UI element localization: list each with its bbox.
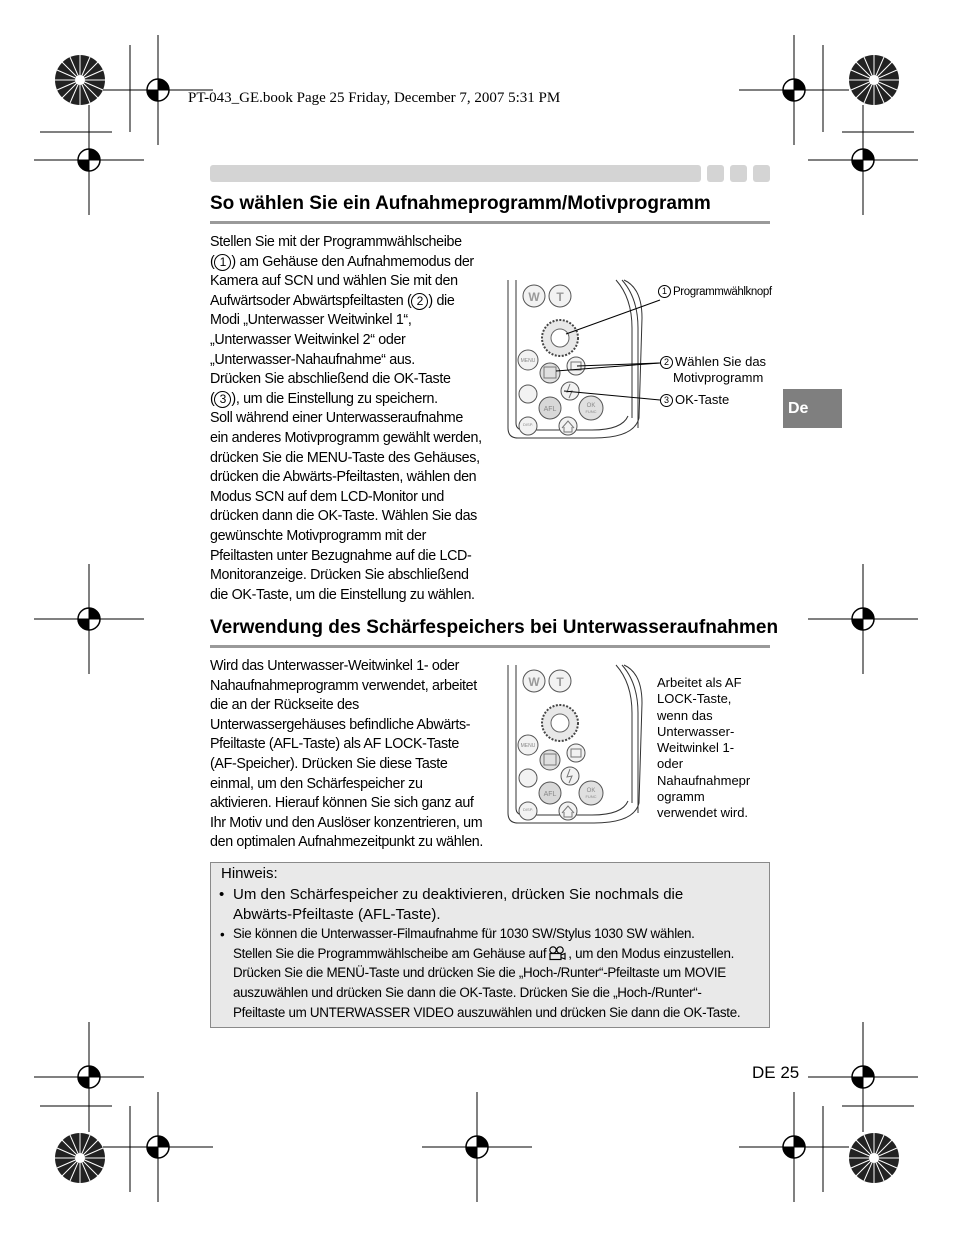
section2-title: Verwendung des Schärfespeichers bei Unterwasseraufnahmen bbox=[210, 617, 779, 638]
note-bullet-1: • bbox=[219, 886, 225, 903]
section1-title: So wählen Sie ein Aufnahmeprogramm/Motivprogramm bbox=[210, 193, 711, 214]
top-bar-square bbox=[753, 165, 770, 182]
svg-text:DISP.: DISP. bbox=[523, 807, 533, 812]
svg-text:DISP.: DISP. bbox=[523, 422, 533, 427]
section-top-bar bbox=[210, 165, 701, 182]
section2-rule bbox=[210, 645, 770, 648]
top-bar-square bbox=[730, 165, 747, 182]
note-box bbox=[210, 862, 770, 1028]
diagram1-label-arrows-2: Motivprogramm bbox=[673, 370, 764, 385]
svg-text:OK: OK bbox=[586, 403, 596, 409]
diagram2-side-note: Arbeitet als AF LOCK-Taste, wenn das Unterwasser- Weitwinkel 1- oder Nahaufnahmepr ogramm verwendet wird. bbox=[657, 675, 751, 821]
camera-back-diagram-2 bbox=[504, 663, 654, 833]
diagram1-label-ok: 3 OK-Taste bbox=[660, 392, 729, 408]
diagram1-label-dial: 1 Programmwählknopf bbox=[658, 284, 772, 300]
note-text-2: Sie können die Unterwasser-Filmaufnahme für 1030 SW/Stylus 1030 SW wählen. Stellen Sie die Programmwählscheibe am Gehäuse auf , um den Modus einzustellen. Drücken Sie die MENÜ-Taste und drücken Sie die „Hoch-/Runter“-Pfeiltaste um MOVIE auszuwählen und drücken Sie dann die OK-Taste. Drücken Sie die „Hoch-/Runter“- Pfeiltaste um UNTERWASSER VIDEO auszuwählen und drücken Sie dann die OK-Taste. bbox=[233, 926, 741, 1020]
svg-text:FUNC: FUNC bbox=[585, 794, 597, 799]
section1-rule bbox=[210, 221, 770, 224]
file-header-line: PT-043_GE.book Page 25 Friday, December 7, 2007 5:31 PM bbox=[188, 90, 561, 106]
svg-text:AFL: AFL bbox=[543, 791, 557, 798]
page-number: DE 25 bbox=[752, 1063, 800, 1082]
camera-back-diagram-1 bbox=[504, 278, 654, 448]
language-tab: De bbox=[783, 389, 842, 428]
svg-text:OK: OK bbox=[586, 788, 596, 794]
svg-text:T: T bbox=[556, 675, 564, 689]
svg-text:AFL: AFL bbox=[543, 406, 557, 413]
svg-text:FUNC: FUNC bbox=[585, 409, 597, 414]
svg-text:T: T bbox=[556, 290, 564, 304]
svg-text:MENU: MENU bbox=[520, 358, 536, 364]
note-bullet-2: • bbox=[220, 927, 225, 942]
note-text-1: Um den Schärfespeicher zu deaktivieren, drücken Sie nochmals die Abwärts-Pfeiltaste (AFL-Taste). bbox=[233, 886, 684, 923]
section1-body: Stellen Sie mit der Programmwählscheibe ( 1 ) am Gehäuse den Aufnahmemodus der Kamera auf SCN und wählen Sie mit den Aufwärtsoder Abwärtspfeiltasten ( 2 ) die Modi „Unterwasser Weitwinkel 1“, „Unterwasser Weitwinkel 2“ oder „Unterwasser-Nahaufnahme“ aus. Drücken Sie abschließend die OK-Taste ( 3 ), um die Einstellung zu speichern. Soll während einer Unterwasseraufnahme ein anderes Motivprogramm gewählt werden, drücken Sie die MENU-Taste des Gehäuses, drücken die Abwärts-Pfeiltasten, wählen den Modus SCN auf dem LCD-Monitor und drücken dann die OK-Taste. Wählen Sie das gewünschte Motivprogramm mit der Pfeiltasten unter Bezugnahme auf die LCD- Monitoranzeige. Drücken Sie abschließend die OK-Taste, um die Einstellung zu wählen. bbox=[210, 234, 482, 603]
section2-body: Wird das Unterwasser-Weitwinkel 1- oder Nahaufnahmeprogramm verwendet, arbeitet die an der Rückseite des Unterwassergehäuses befindliche Abwärts- Pfeiltaste (AFL-Taste) als AF LOCK-Taste (AF-Speicher). Drücken Sie diese Taste einmal, um den Schärfespeicher zu aktivieren. Hierauf können Sie sich ganz auf Ihr Motiv und den Auslöser konzentrieren, um den optimalen Aufnahmezeitpunkt zu wählen. bbox=[210, 658, 484, 851]
svg-text:MENU: MENU bbox=[520, 743, 536, 749]
diagram1-label-arrows: 2 Wählen Sie das bbox=[660, 354, 766, 370]
movie-icon bbox=[548, 946, 566, 960]
svg-text:W: W bbox=[528, 675, 540, 689]
svg-text:W: W bbox=[528, 290, 540, 304]
top-bar-square bbox=[707, 165, 724, 182]
note-heading: Hinweis: bbox=[221, 865, 278, 882]
